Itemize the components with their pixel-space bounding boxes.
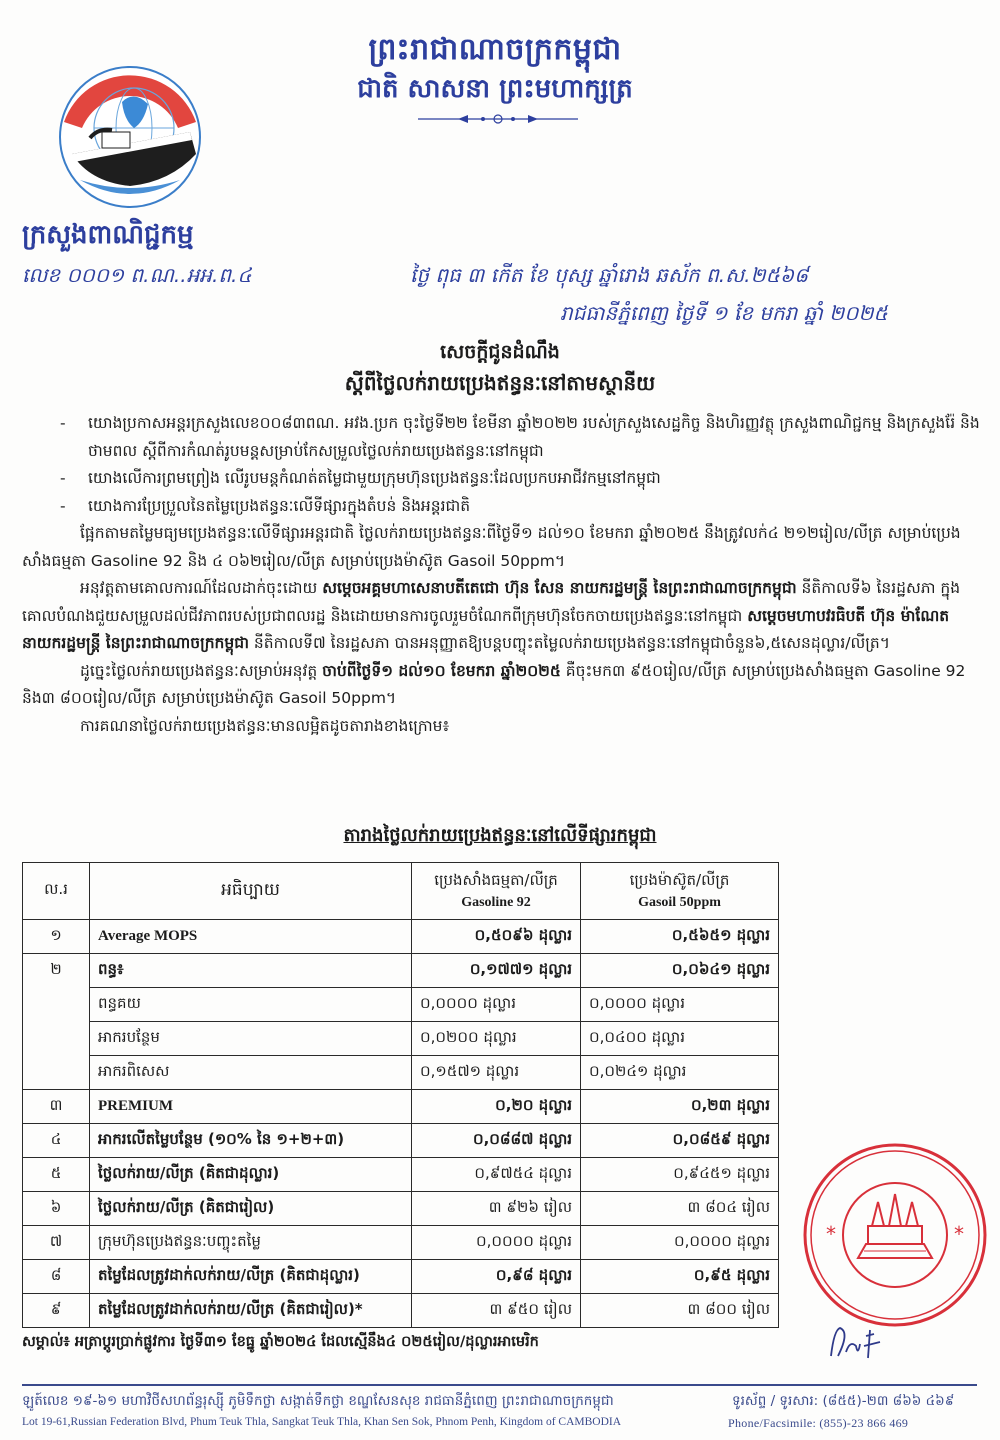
table-row: ២ ពន្ធ៖ ០,១៧៧១ ដុល្លារ ០,០៦៤១ ដុល្លារ	[23, 954, 779, 988]
svg-text:*: *	[954, 1222, 964, 1246]
footer-phone-en: Phone/Facsimile: (855)-23 866 469	[728, 1416, 909, 1430]
table-row: ពន្ធគយ ០,០០០០ ដុល្លារ ០,០០០០ ដុល្លារ	[23, 988, 779, 1022]
reference-bullet: - យោងលើការព្រមព្រៀង លើរូបមន្តកំណត់តម្លៃជាមួយក្រុមហ៊ុនប្រេងឥន្ធនៈដែលប្រកបអាជីវកម្មនៅកម្ពុជា	[60, 469, 661, 487]
table-row: ៦ ថ្លៃលក់រាយ/លីត្រ (គិតជារៀល) ៣ ៩២៦ រៀល ៣ ៨០៤ រៀល	[23, 1192, 779, 1226]
ministry-logo-icon	[50, 62, 210, 212]
table-row: ៨ តម្លៃដែលត្រូវដាក់លក់រាយ/លីត្រ (គិតជាដុល្លារ) ០,៩៨ ដុល្លារ ០,៩៥ ដុល្លារ	[23, 1260, 779, 1294]
table-row: ១ Average MOPS ០,៥០៩៦ ដុល្លារ ០,៥៦៥១ ដុល្លារ	[23, 920, 779, 954]
notice-body	[22, 410, 990, 740]
fuel-price-table	[22, 862, 779, 1328]
footer-address-kh: ឡូត៍លេខ ១៩-៦១ មហាវិថីសហព័ន្ធរុស្ស៊ី ភូមិទឹកថ្លា សង្កាត់ទឹកថ្លា ខណ្ឌសែនសុខ រាជធានីភ្នំពេញ ព្រះរាជាណាចក្រកម្ពុជា ទូរស័ព្ទ / ទូរសារ: (៨៥៥)-២៣ ៨៦៦ ៤៦៩	[22, 1392, 982, 1412]
table-row: ៧ ក្រុមហ៊ុនប្រេងឥន្ធនៈបញ្ចុះតម្លៃ ០,០០០០ ដុល្លារ ០,០០០០ ដុល្លារ	[23, 1226, 779, 1260]
header-gasoline: ប្រេងសាំងធម្មតា/លីត្រ Gasoline 92	[412, 863, 581, 920]
place-date: រាជធានីភ្នំពេញ ថ្ងៃទី ១ ខែ មករា ឆ្នាំ ២០២៥	[560, 301, 888, 325]
ornament-divider-icon	[418, 112, 578, 126]
reference-number: លេខ ០០០១ ព.ណ..អអ.ព.៤	[22, 263, 252, 287]
notice-title: សេចក្តីជូនដំណឹង	[440, 341, 560, 363]
kingdom-motto: ជាតិ សាសនា ព្រះមហាក្សត្រ	[357, 74, 633, 104]
lunar-date: ថ្ងៃ ពុធ ៣ កើត ខែ បុស្ស ឆ្នាំរោង ឆស័ក ព.ស.២៥៦៨	[410, 263, 809, 287]
paragraph-price-basis: ផ្អែកតាមតម្លៃមធ្យមប្រេងឥន្ធនៈលើទីផ្សារអន្តរជាតិ ថ្លៃលក់រាយប្រេងឥន្ធនៈពីថ្ងៃទី១ ដល់១០ ខែមករា ឆ្នាំ២០២៥ នឹងត្រូវលក់៤ ២១២រៀល/លីត្រ សម្រាប់ប្រេងសាំងធម្មតា Gasoline 92 និង ៤ ០៦២រៀល/លីត្រ សម្រាប់ប្រេងម៉ាស៊ូត Gasoil 50ppm។	[22, 524, 961, 570]
footer-address-en: Lot 19-61,Russian Federation Blvd, Phum Teuk Thla, Sangkat Teuk Thla, Khan Sen Sok, Phnom Penh, Kingdom of CAMBODIA Phone/Facsimile: (855)-23 866 469	[22, 1416, 909, 1430]
paragraph-policy: អនុវត្តតាមគោលការណ៍ដែលដាក់ចុះដោយ សម្តេចអគ្គមហាសេនាបតីតេជោ ហ៊ុន សែន នាយករដ្ឋមន្ត្រី នៃព្រះរាជាណាចក្រកម្ពុជា នីតិកាលទី៦ នៃរដ្ឋសភា ក្នុងគោលបំណងជួយសម្រួលដល់ជីវភាពរបស់ប្រជាពលរដ្ឋ និងដោយមានការចូលរួមចំណែកពីក្រុមហ៊ុនចែកចាយប្រេងឥន្ធនៈនៅកម្ពុជា សម្តេចមហាបវរធិបតី ហ៊ុន ម៉ាណែត នាយករដ្ឋមន្ត្រី នៃព្រះរាជាណាចក្រកម្ពុជា នីតិកាលទី៧ នៃរដ្ឋសភា បានអនុញ្ញាតឱ្យបន្តបញ្ចុះតម្លៃលក់រាយប្រេងឥន្ធនៈនៅកម្ពុជាចំនួន៦,៥សេនដុល្លារ/លីត្រ។	[22, 579, 961, 652]
table-row: ៤ អាករលើតម្លៃបន្ថែម (១០% នៃ ១+២+៣) ០,០៨៨៧ ដុល្លារ ០,០៨៥៩ ដុល្លារ	[23, 1124, 779, 1158]
exchange-rate-note: សម្គាល់៖ អត្រាប្តូរប្រាក់ផ្លូវការ ថ្ងៃទី៣១ ខែធ្នូ ឆ្នាំ២០២៤ ដែលស្មើនឹង៤ ០២៥រៀល/ដុល្លារអាមេរិក	[22, 1334, 539, 1350]
header-diesel: ប្រេងម៉ាស៊ូត/លីត្រ Gasoil 50ppm	[581, 863, 779, 920]
table-row: ៣ PREMIUM ០,២០ ដុល្លារ ០,២៣ ដុល្លារ	[23, 1090, 779, 1124]
notice-subject: ស្តីពីថ្លៃលក់រាយប្រេងឥន្ធនៈនៅតាមស្ថានីយ	[344, 371, 656, 395]
footer-phone-kh: ទូរស័ព្ទ / ទូរសារ: (៨៥៥)-២៣ ៨៦៦ ៤៦៩	[732, 1393, 955, 1409]
reference-bullet: - យោងការប្រែប្រួលនៃតម្លៃប្រេងឥន្ធនៈលើទីផ្សារក្នុងតំបន់ និងអន្តរជាតិ	[60, 496, 471, 515]
svg-text:*: *	[826, 1222, 836, 1246]
kingdom-title: ព្រះរាជាណាចក្រកម្ពុជា	[368, 32, 622, 67]
paragraph-table-intro: ការគណនាថ្លៃលក់រាយប្រេងឥន្ធនៈមានលម្អិតដូចតារាងខាងក្រោម៖	[80, 716, 450, 735]
paragraph-final-price: ដូច្នេះថ្លៃលក់រាយប្រេងឥន្ធនៈសម្រាប់អនុវត្ត ចាប់ពីថ្ងៃទី១ ដល់១០ ខែមករា ឆ្នាំ២០២៥ គឺចុះមក៣ ៩៥០រៀល/លីត្រ សម្រាប់ប្រេងសាំងធម្មតា Gasoline 92 និង៣ ៨០០រៀល/លីត្រ សម្រាប់ប្រេងម៉ាស៊ូត Gasoil 50ppm។	[22, 661, 966, 707]
table-header-row	[23, 863, 779, 920]
footer-divider	[22, 1384, 977, 1386]
table-row: ៩ តម្លៃដែលត្រូវដាក់លក់រាយ/លីត្រ (គិតជារៀល)* ៣ ៩៥០ រៀល ៣ ៨០០ រៀល	[23, 1294, 779, 1328]
signature-icon	[826, 1322, 886, 1362]
table-row: អាករពិសេស ០,១៥៧១ ដុល្លារ ០,០២៤១ ដុល្លារ	[23, 1056, 779, 1090]
reference-bullet: - យោងប្រកាសអន្តរក្រសួងលេខ០០៨៣ពណ. អវង.ប្រក ចុះថ្ងៃទី២២ ខែមីនា ឆ្នាំ២០២២ របស់ក្រសួងសេដ្ឋកិច្ច និងហិរញ្ញវត្ថុ ក្រសួងពាណិជ្ជកម្ម និងក្រសួងរ៉ែ និងថាមពល ស្តីពីការកំណត់រូបមន្តសម្រាប់កែសម្រួលថ្លៃលក់រាយប្រេងឥន្ធនៈនៅកម្ពុជា	[60, 414, 980, 460]
table-title: តារាងថ្លៃលក់រាយប្រេងឥន្ធនៈនៅលើទីផ្សារកម្ពុជា	[343, 825, 657, 846]
header-no: ល.រ	[23, 863, 90, 920]
header-description: អធិប្បាយ	[90, 863, 412, 920]
table-row: អាករបន្ថែម ០,០២០០ ដុល្លារ ០,០៤០០ ដុល្លារ	[23, 1022, 779, 1056]
table-row: ៥ ថ្លៃលក់រាយ/លីត្រ (គិតជាដុល្លារ) ០,៩៧៥៤ ដុល្លារ ០,៩៤៥១ ដុល្លារ	[23, 1158, 779, 1192]
ministry-name: ក្រសួងពាណិជ្ជកម្ម	[22, 220, 194, 250]
official-seal-icon	[800, 1140, 990, 1330]
